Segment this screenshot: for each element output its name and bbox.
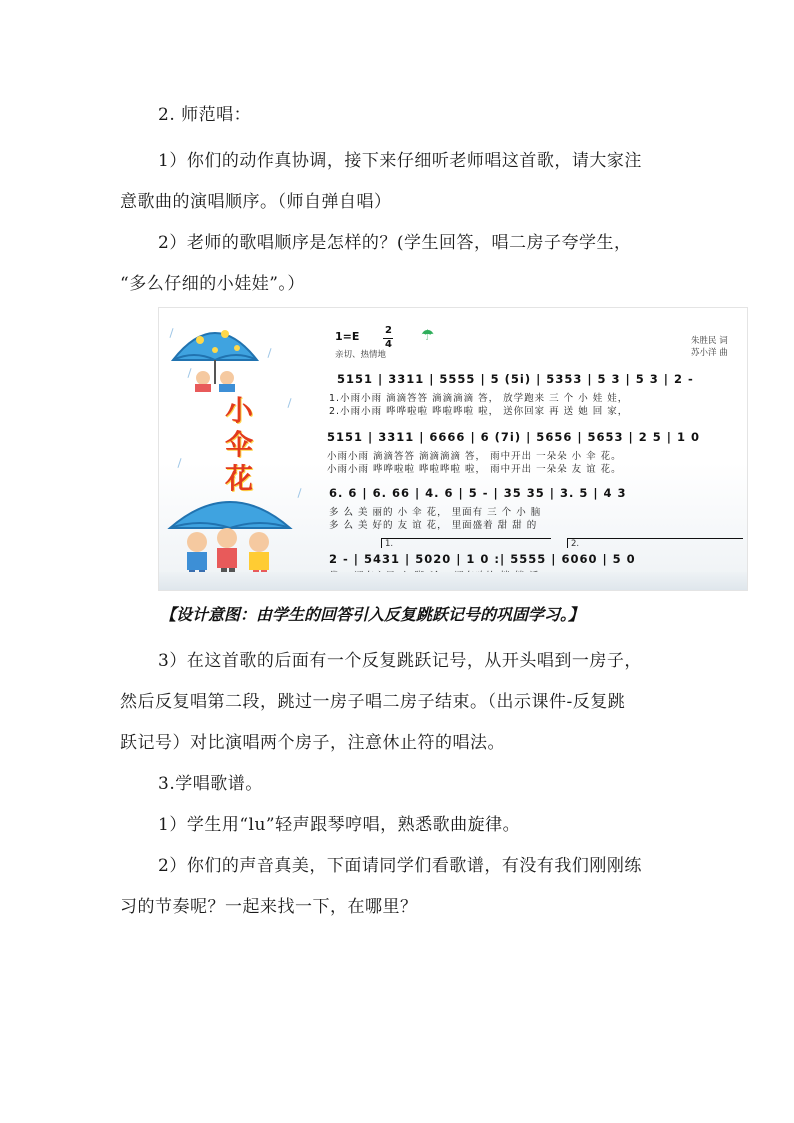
score-row-2-lyric-2: 小雨小雨 哗哗啦啦 哗啦哗啦 啦， 雨中开出 一朵朵 友 谊 花。 bbox=[327, 464, 622, 475]
paragraph-line: 1）你们的动作真协调，接下来仔细听老师唱这首歌，请大家注 bbox=[158, 151, 642, 171]
score-row-3-lyric-2: 多 么 美 好的 友 谊 花， 里面盛着 甜 甜 的 bbox=[329, 520, 538, 531]
score-row-1-notes: 5151 | 3311 | 5555 | 5 (5i) | 5353 | 5 3 | 5 3 | 2 - bbox=[337, 372, 694, 386]
lyricist-credit: 朱胜民 词 bbox=[691, 336, 728, 346]
tempo-marking: 亲切、热情地 bbox=[335, 350, 387, 360]
score-row-3-notes: 6. 6 | 6. 66 | 4. 6 | 5 - | 35 35 | 3. 5 | 4 3 bbox=[329, 486, 627, 500]
paragraph-line: 跃记号）对比演唱两个房子，注意休止符的唱法。 bbox=[120, 733, 505, 753]
section-heading-learn-score: 3.学唱歌谱。 bbox=[158, 774, 263, 794]
key-signature: 1=E bbox=[335, 330, 360, 343]
score-row-2-lyric-1: 小雨小雨 滴滴答答 滴滴滴滴 答， 雨中开出 一朵朵 小 伞 花。 bbox=[327, 451, 622, 462]
umbrella-kids-illustration-top bbox=[165, 312, 265, 392]
volta-first-ending: 1. bbox=[385, 539, 394, 549]
composer-credit: 苏小洋 曲 bbox=[691, 348, 728, 358]
paragraph-line: 3）在这首歌的后面有一个反复跳跃记号，从开头唱到一房子， bbox=[158, 651, 642, 671]
paragraph-line: 意歌曲的演唱顺序。（师自弹自唱） bbox=[120, 192, 392, 212]
score-row-2-notes: 5151 | 3311 | 6666 | 6 (7i) | 5656 | 5653 | 2 5 | 1 0 bbox=[327, 430, 700, 444]
paragraph-line: 2）你们的声音真美，下面请同学们看歌谱，有没有我们刚刚练 bbox=[158, 856, 642, 876]
volta-second-ending: 2. bbox=[571, 539, 580, 549]
time-signature-bottom: 4 bbox=[385, 339, 392, 350]
section-heading-teacher-demo: 2. 师范唱： bbox=[158, 105, 252, 125]
paragraph-line: 然后反复唱第二段，跳过一房子唱二房子结束。（出示课件-反复跳 bbox=[120, 692, 626, 712]
paragraph-line: 习的节奏呢？一起来找一下，在哪里？ bbox=[120, 897, 418, 917]
score-row-1-lyric-2: 2.小雨小雨 哗哗啦啦 哗啦哗啦 啦， 送你回家 再 送 她 回 家， bbox=[329, 406, 629, 417]
paragraph-line: 1）学生用“lu”轻声跟琴哼唱，熟悉歌曲旋律。 bbox=[158, 815, 521, 835]
umbrella-kids-illustration-bottom bbox=[165, 486, 295, 586]
paragraph-line: “多么仔细的小娃娃”。） bbox=[120, 274, 305, 294]
paragraph-line: 2）老师的歌唱顺序是怎样的？(学生回答，唱二房子夸学生， bbox=[158, 233, 632, 253]
score-row-4-notes: 2 - | 5431 | 5020 | 1 0 :| 5555 | 6060 | 5 0 bbox=[329, 552, 636, 566]
song-score-image bbox=[158, 307, 748, 591]
score-row-3-lyric-1: 多 么 美 丽的 小 伞 花， 里面有 三 个 小 脑 bbox=[329, 507, 542, 518]
song-title: 小 伞 花 bbox=[225, 394, 254, 495]
time-signature-top: 2 bbox=[385, 325, 392, 336]
score-row-1-lyric-1: 1.小雨小雨 滴滴答答 滴滴滴滴 答， 放学跑来 三 个 小 娃 娃， bbox=[329, 393, 629, 404]
umbrella-icon: ☂ bbox=[421, 326, 435, 344]
design-intent-note: 【设计意图：由学生的回答引入反复跳跃记号的巩固学习。】 bbox=[160, 605, 585, 624]
